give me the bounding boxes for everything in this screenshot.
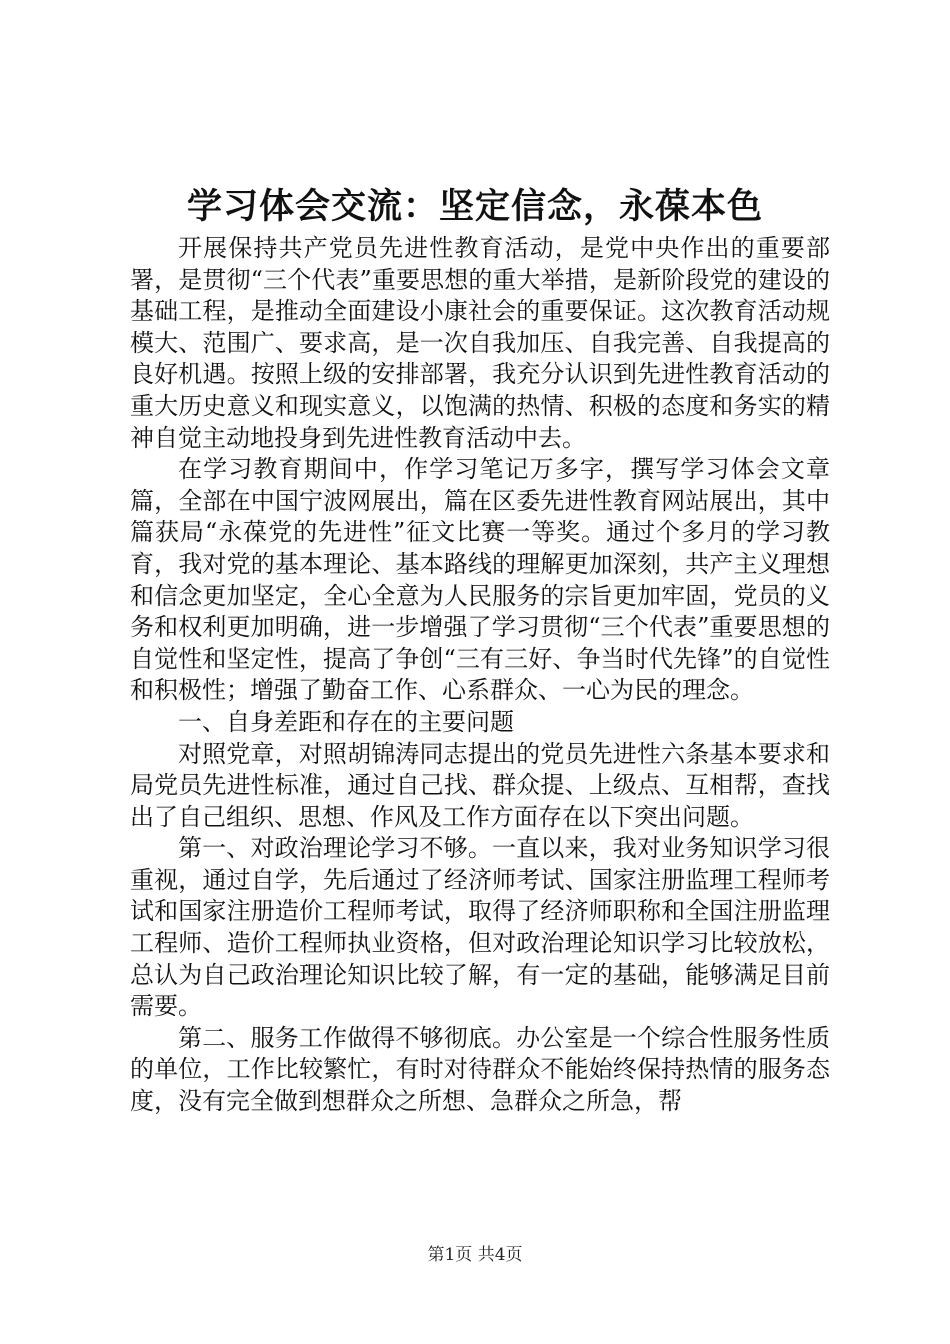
paragraph: 开展保持共产党员先进性教育活动，是党中央作出的重要部署，是贯彻“三个代表”重要思想的重大举措，是新阶段党的建设的基础工程，是推动全面建设小康社会的重要保证。这次教育活动规模大、范围广、要求高，是一次自我加压、自我完善、自我提高的良好机遇。按照上级的安排部署，我充分认识到先进性教育活动的重大历史意义和现实意义，以饱满的热情、积极的态度和务实的精神自觉主动地投身到先进性教育活动中去。	[130, 234, 830, 452]
paragraph: 对照党章，对照胡锦涛同志提出的党员先进性六条基本要求和局党员先进性标准，通过自己找、群众提、上级点、互相帮，查找出了自己组织、思想、作风及工作方面存在以下突出问题。	[130, 739, 830, 831]
document-title: 学习体会交流：坚定信念，永葆本色	[186, 186, 763, 227]
paragraph: 第一、对政治理论学习不够。一直以来，我对业务知识学习很重视，通过自学，先后通过了经济师考试、国家注册监理工程师考试和国家注册造价工程师考试，取得了经济师职称和全国注册监理工程师、造价工程师执业资格，但对政治理论知识学习比较放松，总认为自己政治理论知识比较了解，有一定的基础，能够满足目前需要。	[130, 834, 830, 1021]
paragraph: 第二、服务工作做得不够彻底。办公室是一个综合性服务性质的单位，工作比较繁忙，有时对待群众不能始终保持热情的服务态度，没有完全做到想群众之所想、急群众之所急，帮	[130, 1023, 830, 1116]
document-body	[130, 233, 830, 1118]
paragraph: 在学习教育期间中，作学习笔记万多字，撰写学习体会文章篇，全部在中国宁波网展出，篇在区委先进性教育网站展出，其中篇获局“永葆党的先进性”征文比赛一等奖。通过个多月的学习教育，我对党的基本理论、基本路线的理解更加深刻，共产主义理想和信念更加坚定，全心全意为人民服务的宗旨更加牢固，党员的义务和权利更加明确，进一步增强了学习贯彻“三个代表”重要思想的自觉性和坚定性，提高了争创“三有三好、争当时代先锋”的自觉性和积极性；增强了勤奋工作、心系群众、一心为民的理念。	[130, 455, 830, 705]
section-heading: 一、自身差距和存在的主要问题	[178, 707, 514, 736]
page-indicator: 第1页 共4页	[427, 1245, 523, 1265]
